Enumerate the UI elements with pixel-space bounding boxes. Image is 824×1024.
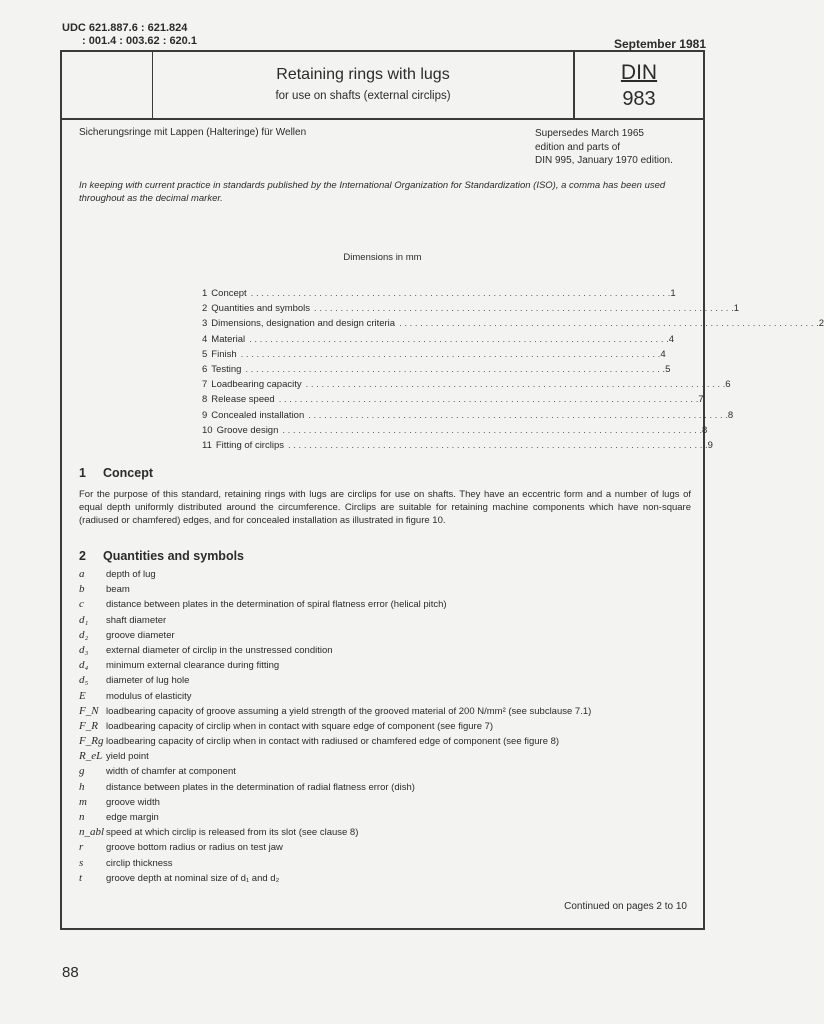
symbol: h bbox=[79, 780, 85, 793]
symbols-list bbox=[79, 568, 699, 887]
din-number: 983 bbox=[622, 88, 656, 110]
toc-entry bbox=[202, 348, 666, 364]
symbol-description: loadbearing capacity of circlip when in contact with square edge of component (see figure 7) bbox=[106, 720, 494, 732]
toc-entry bbox=[202, 363, 671, 379]
din-logo: DIN bbox=[620, 61, 658, 84]
supersedes-line: edition and parts of bbox=[535, 141, 621, 153]
symbol-row bbox=[79, 781, 699, 796]
toc-title: Dimensions, designation and design criteria bbox=[211, 318, 396, 330]
symbol-description: beam bbox=[106, 584, 130, 596]
section-2-heading bbox=[79, 549, 244, 563]
udc-line-1: UDC 621.887.6 : 621.824 bbox=[62, 22, 188, 34]
page-number: 88 bbox=[62, 964, 79, 981]
german-title: Sicherungsringe mit Lappen (Halteringe) für Wellen bbox=[79, 127, 307, 138]
toc-leader: . . . . . . . . . . . . . . . . . . . . . . . . . . . . . . . . . . . . . . . . . . . . . . . . . . . . . . . . . . . . . . . . . . . . . . . . . . . . . . . . bbox=[399, 318, 819, 330]
symbol-row bbox=[79, 765, 699, 780]
symbol: d₃ bbox=[79, 643, 89, 656]
symbol-description: diameter of lug hole bbox=[106, 675, 190, 687]
supersedes-line: Supersedes March 1965 bbox=[535, 128, 644, 139]
toc-title: Concealed installation bbox=[211, 409, 305, 421]
toc-title: Quantities and symbols bbox=[211, 303, 311, 315]
symbol: d₅ bbox=[79, 674, 89, 687]
symbol-row bbox=[79, 629, 699, 644]
symbol: c bbox=[79, 598, 84, 611]
symbol-row bbox=[79, 857, 699, 872]
toc-page: 4 bbox=[660, 348, 666, 360]
symbol-description: distance between plates in the determination of spiral flatness error (helical pitch) bbox=[106, 599, 447, 611]
symbol-description: circlip thickness bbox=[106, 857, 173, 869]
udc-line-2: : 001.4 : 003.62 : 620.1 bbox=[82, 35, 197, 47]
symbol-description: modulus of elasticity bbox=[106, 690, 192, 702]
toc-title: Groove design bbox=[216, 424, 279, 436]
supersedes-note bbox=[535, 127, 673, 168]
symbol-row bbox=[79, 583, 699, 598]
table-of-contents bbox=[202, 288, 824, 455]
symbol-row bbox=[79, 568, 699, 583]
symbol-description: groove width bbox=[106, 796, 160, 808]
symbol-description: edge margin bbox=[106, 812, 159, 823]
toc-number: 10 bbox=[202, 424, 213, 436]
toc-page: 7 bbox=[698, 394, 704, 406]
toc-page: 1 bbox=[733, 303, 740, 315]
symbol-row bbox=[79, 796, 699, 811]
section-title: Concept bbox=[103, 466, 153, 480]
symbol-description: shaft diameter bbox=[106, 614, 167, 626]
toc-number: 2 bbox=[202, 303, 208, 315]
toc-entry bbox=[202, 394, 704, 409]
toc-entry bbox=[202, 303, 740, 318]
symbol: R_eL bbox=[79, 750, 103, 763]
title-block bbox=[62, 52, 703, 120]
symbol: d₂ bbox=[79, 628, 89, 641]
toc-entry bbox=[202, 379, 731, 394]
toc-number: 1 bbox=[202, 288, 208, 299]
document-frame bbox=[60, 50, 824, 930]
symbol-row bbox=[79, 690, 699, 705]
symbol-description: groove bottom radius or radius on test jaw bbox=[106, 842, 283, 854]
symbol-row bbox=[79, 598, 699, 613]
symbol: n_abl bbox=[79, 826, 105, 839]
symbol-row bbox=[79, 872, 699, 887]
toc-leader: . . . . . . . . . . . . . . . . . . . . . . . . . . . . . . . . . . . . . . . . . . . . . . . . . . . . . . . . . . . . . . . . . . . . . . . . . . . . . . . . bbox=[278, 394, 699, 406]
symbol: F_R bbox=[79, 719, 98, 732]
symbol-description: loadbearing capacity of circlip when in contact with radiused or chamfered edge of component (see figure 8) bbox=[106, 736, 560, 748]
symbol-description: external diameter of circlip in the unstressed condition bbox=[106, 644, 333, 656]
symbol-row bbox=[79, 735, 699, 750]
concept-paragraph: For the purpose of this standard, retaining rings with lugs are circlips for use on shafts. They have an eccentric form and a number of lugs of equal depth uniformly distributed around the circumference. Circlips are suitable for retaining machine components which have non-square (radiused or chamfered) edges, and for concealed installation as illustrated in figure 10. bbox=[79, 489, 691, 526]
symbol: F_Rg bbox=[79, 735, 104, 748]
toc-leader: . . . . . . . . . . . . . . . . . . . . . . . . . . . . . . . . . . . . . . . . . . . . . . . . . . . . . . . . . . . . . . . . . . . . . . . . . . . . . . . . bbox=[308, 409, 728, 421]
toc-number: 11 bbox=[202, 439, 212, 451]
symbol-description: loadbearing capacity of groove assuming a yield strength of the grooved material of 200 N/mm² (see subclause 7.1) bbox=[106, 705, 592, 717]
symbol: F_N bbox=[79, 704, 99, 717]
toc-number: 4 bbox=[202, 333, 208, 345]
toc-leader: . . . . . . . . . . . . . . . . . . . . . . . . . . . . . . . . . . . . . . . . . . . . . . . . . . . . . . . . . . . . . . . . . . . . . . . . . . . . . . . . bbox=[287, 439, 708, 451]
toc-number: 3 bbox=[202, 318, 208, 330]
continued-note: Continued on pages 2 to 10 bbox=[564, 901, 687, 912]
toc-page: 9 bbox=[707, 439, 713, 451]
section-1-heading bbox=[79, 466, 153, 480]
toc-title: Release speed bbox=[211, 394, 275, 406]
symbol-row bbox=[79, 811, 699, 826]
toc-number: 9 bbox=[202, 409, 208, 421]
symbol: t bbox=[79, 871, 83, 884]
symbol-description: groove diameter bbox=[106, 629, 175, 641]
symbol-description: yield point bbox=[106, 751, 149, 763]
toc-leader: . . . . . . . . . . . . . . . . . . . . . . . . . . . . . . . . . . . . . . . . . . . . . . . . . . . . . . . . . . . . . . . . . . . . . . . . . . . . . . . . bbox=[305, 379, 726, 391]
toc-leader: . . . . . . . . . . . . . . . . . . . . . . . . . . . . . . . . . . . . . . . . . . . . . . . . . . . . . . . . . . . . . . . . . . . . . . . . . . . . . . . . bbox=[245, 363, 666, 375]
toc-leader: . . . . . . . . . . . . . . . . . . . . . . . . . . . . . . . . . . . . . . . . . . . . . . . . . . . . . . . . . . . . . . . . . . . . . . . . . . . . . . . . bbox=[240, 348, 661, 360]
decimal-marker-note: In keeping with current practice in standards published by the International Organization for Standardization (ISO), a comma has been used throughout as the decimal marker. bbox=[79, 180, 666, 204]
toc-number: 5 bbox=[202, 348, 208, 360]
symbol: d₄ bbox=[79, 659, 89, 672]
symbol-description: speed at which circlip is released from its slot (see clause 8) bbox=[106, 827, 359, 839]
symbol-row bbox=[79, 614, 699, 629]
toc-leader: . . . . . . . . . . . . . . . . . . . . . . . . . . . . . . . . . . . . . . . . . . . . . . . . . . . . . . . . . . . . . . . . . . . . . . . . . . . . . . . . bbox=[249, 333, 669, 345]
toc-number: 6 bbox=[202, 363, 208, 375]
symbol-row bbox=[79, 826, 699, 841]
section-number: 1 bbox=[79, 466, 86, 480]
symbol-description: depth of lug bbox=[106, 569, 156, 580]
symbol: b bbox=[79, 583, 85, 596]
symbol-description: minimum external clearance during fitting bbox=[106, 660, 280, 672]
symbol-row bbox=[79, 659, 699, 674]
symbol-description: distance between plates in the determination of radial flatness error (dish) bbox=[106, 781, 415, 793]
toc-number: 8 bbox=[202, 394, 208, 406]
section-number: 2 bbox=[79, 549, 86, 563]
toc-page: 1 bbox=[670, 288, 676, 299]
toc-entry bbox=[202, 288, 676, 303]
udc-classification bbox=[62, 22, 197, 48]
toc-page: 6 bbox=[725, 379, 731, 391]
toc-title: Loadbearing capacity bbox=[211, 379, 302, 391]
toc-entry bbox=[202, 333, 675, 349]
toc-entry bbox=[202, 318, 824, 333]
symbol: a bbox=[79, 568, 85, 580]
section-title: Quantities and symbols bbox=[103, 549, 245, 563]
symbol-row bbox=[79, 750, 699, 765]
symbol: E bbox=[79, 689, 86, 702]
document-subtitle: for use on shafts (external circlips) bbox=[275, 90, 451, 102]
toc-leader: . . . . . . . . . . . . . . . . . . . . . . . . . . . . . . . . . . . . . . . . . . . . . . . . . . . . . . . . . . . . . . . . . . . . . . . . . . . . . . . . bbox=[314, 303, 734, 315]
toc-title: Concept bbox=[211, 288, 247, 299]
toc-title: Material bbox=[211, 333, 246, 345]
toc-page: 2 bbox=[818, 318, 824, 330]
toc-page: 4 bbox=[668, 333, 675, 345]
toc-leader: . . . . . . . . . . . . . . . . . . . . . . . . . . . . . . . . . . . . . . . . . . . . . . . . . . . . . . . . . . . . . . . . . . . . . . . . . . . . . . . . bbox=[250, 288, 671, 299]
symbol-description: groove depth at nominal size of d₁ and d₂ bbox=[106, 872, 280, 884]
toc-entry bbox=[202, 439, 713, 455]
symbol-row bbox=[79, 705, 699, 720]
symbol-row bbox=[79, 674, 699, 689]
toc-entry bbox=[202, 409, 734, 425]
symbol: r bbox=[79, 841, 84, 854]
symbol-row bbox=[79, 720, 699, 735]
symbol-row bbox=[79, 644, 699, 659]
symbol-description: width of chamfer at component bbox=[106, 766, 236, 778]
symbol: d₁ bbox=[79, 613, 89, 626]
toc-page: 8 bbox=[727, 409, 734, 421]
symbol-row bbox=[79, 841, 699, 856]
toc-number: 7 bbox=[202, 379, 208, 391]
toc-title: Fitting of circlips bbox=[215, 439, 284, 451]
title-divider-left bbox=[152, 52, 153, 118]
document-title: Retaining rings with lugs bbox=[276, 66, 450, 83]
symbol: s bbox=[79, 856, 84, 869]
toc-title: Testing bbox=[211, 363, 242, 375]
toc-entry bbox=[202, 424, 708, 440]
publication-date: September 1981 bbox=[613, 37, 706, 51]
toc-page: 8 bbox=[702, 424, 708, 436]
dimensions-note: Dimensions in mm bbox=[343, 252, 422, 263]
symbol: m bbox=[79, 795, 87, 808]
supersedes-line: DIN 995, January 1970 edition. bbox=[535, 155, 673, 166]
toc-page: 5 bbox=[665, 363, 671, 375]
symbol: n bbox=[79, 811, 85, 823]
toc-title: Finish bbox=[211, 348, 237, 360]
toc-leader: . . . . . . . . . . . . . . . . . . . . . . . . . . . . . . . . . . . . . . . . . . . . . . . . . . . . . . . . . . . . . . . . . . . . . . . . . . . . . . . . bbox=[282, 424, 703, 436]
symbol: g bbox=[79, 765, 85, 778]
